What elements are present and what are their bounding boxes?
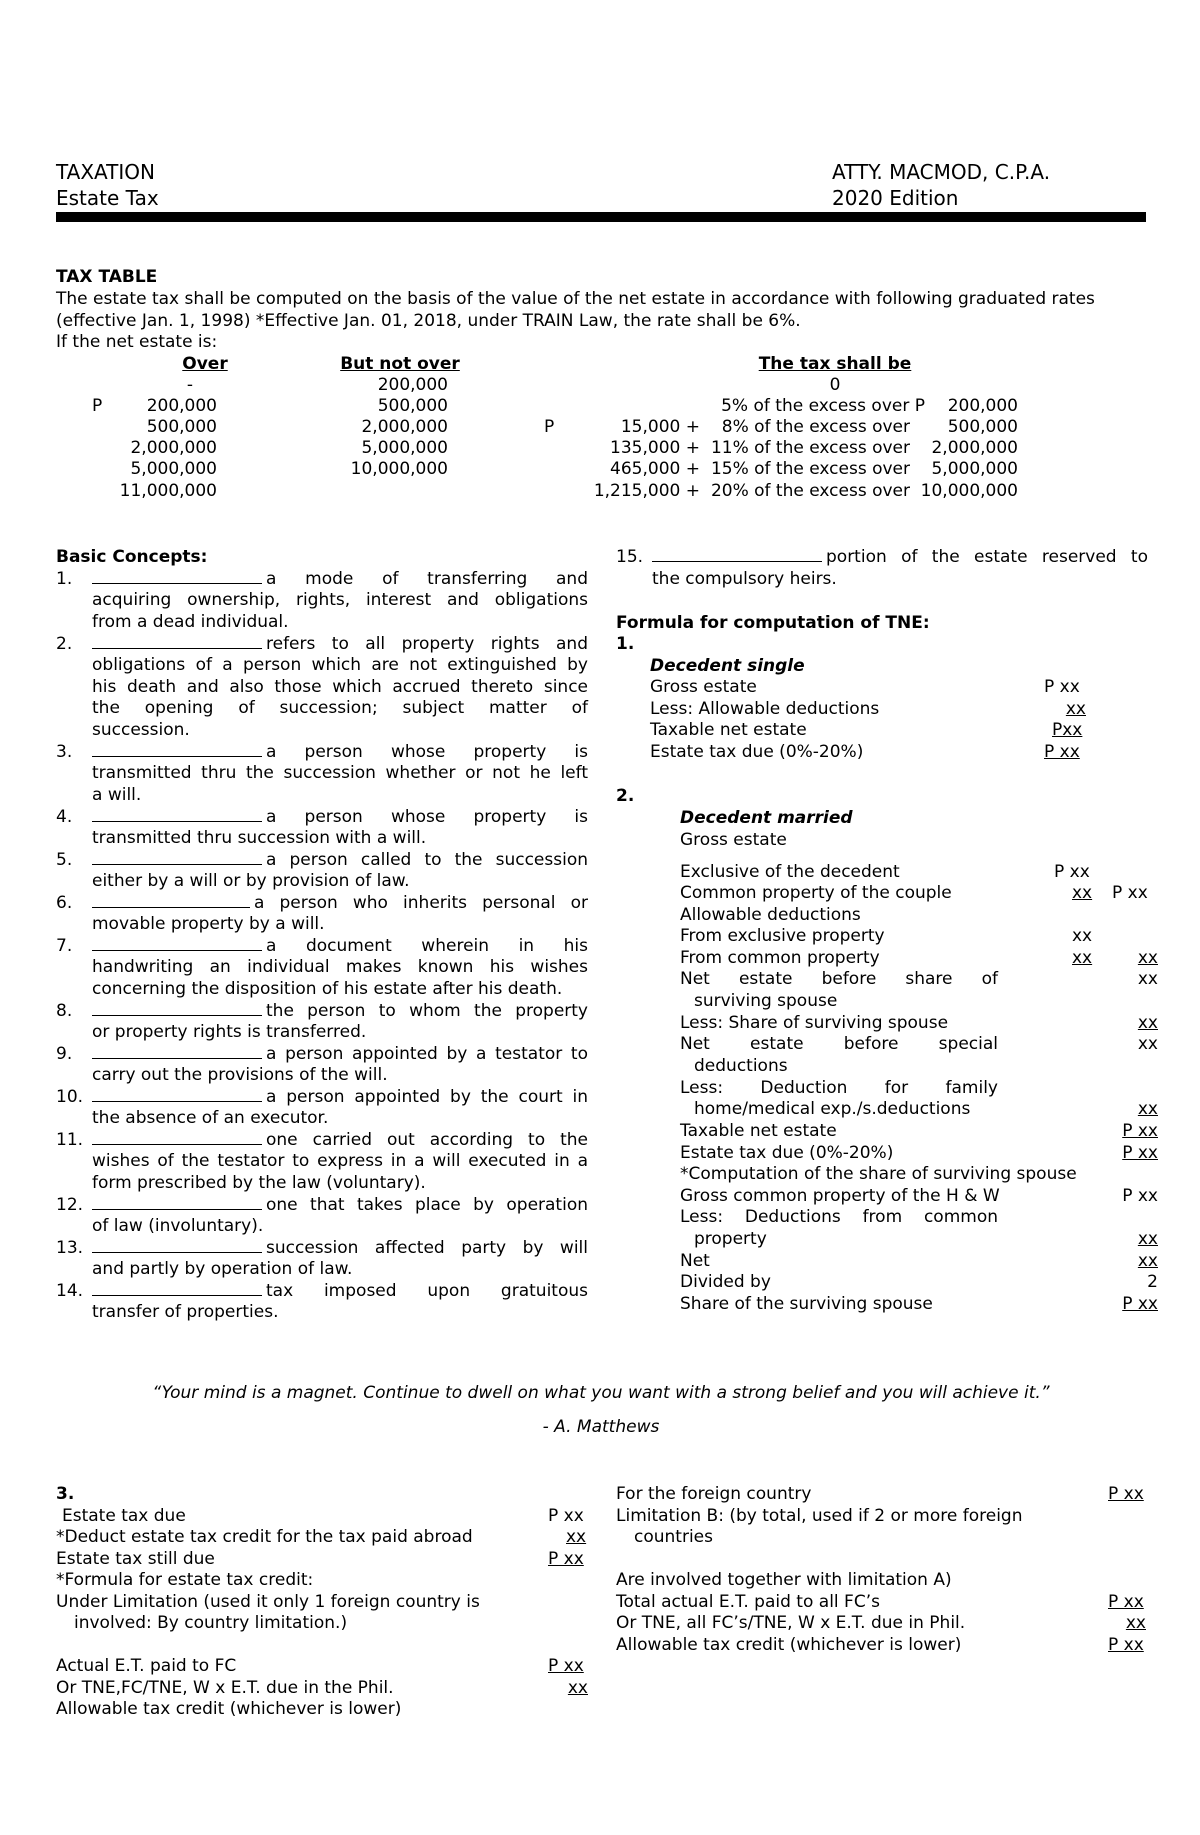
item-line: a mode of transferring and [92, 569, 588, 590]
married-label: Allowable deductions [680, 905, 861, 925]
single-label: Less: Allowable deductions [650, 699, 880, 719]
section3-amount: xx [567, 1678, 588, 1698]
answer-blank [92, 936, 262, 951]
section3-amount: P xx [1108, 1635, 1144, 1655]
answer-blank [652, 547, 822, 562]
married-total: P xx [1122, 1294, 1158, 1314]
item-line: transmitted thru the succession whether or not he left [92, 763, 588, 783]
row-rate: 20% of the excess over [710, 481, 910, 501]
item-line: one that takes place by operation [92, 1195, 588, 1216]
item-line: of law (involuntary). [92, 1216, 264, 1236]
married-label: Less: Deduction for family [680, 1078, 998, 1098]
item-number: 14. [56, 1281, 84, 1301]
answer-blank [92, 1087, 262, 1102]
item-line: a person who inherits personal or [92, 893, 588, 914]
section3-number: 3. [56, 1484, 75, 1504]
item-line: one carried out according to the [92, 1130, 588, 1151]
col-notover: But not over [340, 354, 460, 374]
married-label: deductions [694, 1056, 788, 1076]
section3-label: Allowable tax credit (whichever is lower) [616, 1635, 962, 1655]
item-line: form prescribed by the law (voluntary). [92, 1173, 426, 1193]
item-line: refers to all property rights and [92, 634, 588, 655]
item-line: or property rights is transferred. [92, 1022, 367, 1042]
item-line: transfer of properties. [92, 1302, 279, 1322]
section3-label: Or TNE, all FC’s/TNE, W x E.T. due in Phil. [616, 1613, 966, 1633]
answer-blank [92, 807, 262, 822]
married-total: P xx [1122, 1186, 1158, 1206]
married-label: Net estate before share of [680, 969, 998, 989]
row-notover: 200,000 [377, 375, 448, 395]
section3-label: countries [634, 1527, 713, 1547]
formula-number-2: 2. [616, 786, 635, 806]
married-total: P xx [1112, 883, 1148, 903]
row-excess: 5,000,000 [931, 459, 1018, 479]
row-excess: 200,000 [947, 396, 1018, 416]
row-over: 11,000,000 [119, 481, 217, 501]
married-total: xx [1137, 1034, 1158, 1054]
item-line: either by a will or by provision of law. [92, 871, 410, 891]
decedent-married-title: Decedent married [680, 808, 853, 828]
married-note: *Computation of the share of surviving spouse [680, 1164, 1077, 1184]
row-rate: 5% of the excess over P [721, 396, 925, 416]
section3-amount: xx [566, 1527, 587, 1547]
item-number: 10. [56, 1087, 84, 1107]
header-rule [56, 212, 1146, 222]
peso-sign: P [92, 396, 103, 416]
answer-blank [92, 742, 262, 757]
item-number: 13. [56, 1238, 84, 1258]
row-notover: 500,000 [377, 396, 448, 416]
row-rate: 15% of the excess over [710, 459, 910, 479]
row-over: 200,000 [146, 396, 217, 416]
item-line: a person whose property is [92, 742, 588, 763]
header-right-line2: 2020 Edition [832, 186, 959, 210]
row-over: - [186, 375, 194, 395]
single-amount: xx [1065, 699, 1086, 719]
answer-blank [92, 850, 262, 865]
section3-label: *Formula for estate tax credit: [56, 1570, 314, 1590]
item-number: 5. [56, 850, 73, 870]
section3-label: Estate tax still due [56, 1549, 215, 1569]
tax-table-intro-2: (effective Jan. 1, 1998) *Effective Jan. 01, 2018, under TRAIN Law, the rate shall be 6%. [56, 311, 801, 331]
section3-label: Actual E.T. paid to FC [56, 1656, 237, 1676]
item-line: tax imposed upon gratuitous [92, 1281, 588, 1302]
married-label: Divided by [680, 1272, 771, 1292]
row-notover: 10,000,000 [350, 459, 448, 479]
answer-blank [92, 893, 250, 908]
row-over: 500,000 [146, 417, 217, 437]
item-number: 4. [56, 807, 73, 827]
item-line: concerning the disposition of his estate after his death. [92, 979, 563, 999]
answer-blank [92, 1281, 262, 1296]
col-over: Over [182, 354, 228, 374]
section3-amount: P xx [548, 1549, 584, 1569]
answer-blank [92, 1130, 262, 1145]
item-line: a person called to the succession [92, 850, 588, 871]
item-number: 1. [56, 569, 73, 589]
section3-amount: xx [1125, 1613, 1146, 1633]
single-amount: P xx [1044, 742, 1080, 762]
header-left-line2: Estate Tax [56, 186, 159, 210]
section3-label: Are involved together with limitation A) [616, 1570, 952, 1590]
item-number: 12. [56, 1195, 84, 1215]
item-line: wishes of the testator to express in a will executed in a [92, 1151, 588, 1171]
item-line: a person appointed by a testator to [92, 1044, 588, 1065]
married-label: From common property [680, 948, 880, 968]
married-total: xx [1137, 948, 1158, 968]
formula-number-1: 1. [616, 634, 635, 654]
married-total: xx [1137, 1251, 1158, 1271]
item-line: acquiring ownership, rights, interest and obligations [92, 590, 588, 610]
married-label: From exclusive property [680, 926, 885, 946]
item-number: 11. [56, 1130, 84, 1150]
married-label: Exclusive of the decedent [680, 862, 900, 882]
item-number: 9. [56, 1044, 73, 1064]
married-label: Gross common property of the H & W [680, 1186, 1000, 1206]
married-label: surviving spouse [694, 991, 838, 1011]
row-excess: 10,000,000 [920, 481, 1018, 501]
header-right-line1: ATTY. MACMOD, C.P.A. [832, 160, 1051, 184]
item-line: the person to whom the property [92, 1001, 588, 1022]
item-line: his death and also those which accrued thereto since [92, 677, 588, 697]
row-rate: 11% of the excess over [710, 438, 910, 458]
married-amount: xx [1072, 883, 1093, 903]
section3-label: For the foreign country [616, 1484, 812, 1504]
answer-blank [92, 1195, 262, 1210]
married-amount: P xx [1054, 862, 1090, 882]
item-line: portion of the estate reserved to [652, 547, 1148, 568]
item-line: from a dead individual. [92, 612, 289, 632]
section3-label: Allowable tax credit (whichever is lower) [56, 1699, 402, 1719]
single-label: Estate tax due (0%-20%) [650, 742, 864, 762]
item-number: 7. [56, 936, 73, 956]
row-notover: 5,000,000 [361, 438, 448, 458]
row-rate: 8% of the excess over [721, 417, 910, 437]
married-label: Less: Deductions from common [680, 1207, 998, 1227]
formula-title: Formula for computation of TNE: [616, 613, 930, 633]
row-base: 1,215,000 + [593, 481, 700, 501]
row-base: 465,000 + [610, 459, 700, 479]
answer-blank [92, 1044, 262, 1059]
married-total: 2 [1147, 1272, 1158, 1292]
row-over: 5,000,000 [130, 459, 217, 479]
married-total: P xx [1122, 1121, 1158, 1141]
item-line: succession. [92, 720, 190, 740]
section3-amount: P xx [548, 1506, 584, 1526]
married-label: property [694, 1229, 767, 1249]
item-line: a person appointed by the court in [92, 1087, 588, 1108]
married-label: Common property of the couple [680, 883, 952, 903]
col-tax: The tax shall be [758, 354, 912, 374]
item-line: succession affected party by will [92, 1238, 588, 1259]
row-excess: 500,000 [947, 417, 1018, 437]
married-total: xx [1137, 1099, 1158, 1119]
single-label: Gross estate [650, 677, 757, 697]
married-amount: xx [1072, 948, 1093, 968]
item-line: a will. [92, 785, 142, 805]
section3-label: Under Limitation (used it only 1 foreign country is [56, 1592, 480, 1612]
answer-blank [92, 569, 262, 584]
married-total: xx [1137, 1229, 1158, 1249]
married-label: Net [680, 1251, 710, 1271]
item-line: handwriting an individual makes known his wishes [92, 957, 588, 977]
row-base: 15,000 + [620, 417, 700, 437]
item-line: the absence of an executor. [92, 1108, 329, 1128]
section3-label: Limitation B: (by total, used if 2 or more foreign [616, 1506, 1023, 1526]
item-line: a document wherein in his [92, 936, 588, 957]
tax-table-title: TAX TABLE [56, 267, 158, 287]
tax-table-intro-3: If the net estate is: [56, 332, 218, 352]
quote-author: - A. Matthews [542, 1417, 660, 1437]
row-rate: 0 [829, 375, 841, 395]
row-over: 2,000,000 [130, 438, 217, 458]
answer-blank [92, 1001, 262, 1016]
married-label: Estate tax due (0%-20%) [680, 1143, 894, 1163]
basic-concepts-title: Basic Concepts: [56, 547, 208, 567]
item-line: the opening of succession; subject matter of [92, 698, 588, 718]
married-label: Share of the surviving spouse [680, 1294, 933, 1314]
item-number: 3. [56, 742, 73, 762]
item-line: carry out the provisions of the will. [92, 1065, 388, 1085]
decedent-single-title: Decedent single [650, 656, 805, 676]
married-label: Net estate before special [680, 1034, 998, 1054]
married-total: xx [1137, 1013, 1158, 1033]
married-label: Taxable net estate [680, 1121, 837, 1141]
answer-blank [92, 634, 262, 649]
section3-amount: P xx [1108, 1592, 1144, 1612]
item-line: obligations of a person which are not extinguished by [92, 655, 588, 675]
row-base: 135,000 + [610, 438, 700, 458]
single-label: Taxable net estate [650, 720, 807, 740]
item-line: a person whose property is [92, 807, 588, 828]
single-amount: P xx [1044, 677, 1080, 697]
item-number: 2. [56, 634, 73, 654]
peso-sign: P [544, 417, 555, 437]
married-label: Less: Share of surviving spouse [680, 1013, 949, 1033]
item-line: the compulsory heirs. [652, 569, 837, 589]
married-amount: xx [1072, 926, 1093, 946]
married-total: P xx [1122, 1143, 1158, 1163]
item-number: 15. [616, 547, 644, 567]
header-left-line1: TAXATION [56, 160, 155, 184]
section3-label: Total actual E.T. paid to all FC’s [616, 1592, 880, 1612]
answer-blank [92, 1238, 262, 1253]
quote-text: “Your mind is a magnet. Continue to dwell on what you want with a strong belief and you will achieve it.” [152, 1383, 1050, 1403]
married-total: xx [1137, 969, 1158, 989]
married-gross-estate: Gross estate [680, 830, 787, 850]
single-amount: Pxx [1052, 720, 1083, 740]
section3-label: involved: By country limitation.) [74, 1613, 348, 1633]
item-line: transmitted thru succession with a will. [92, 828, 427, 848]
item-line: and partly by operation of law. [92, 1259, 353, 1279]
tax-table-intro-1: The estate tax shall be computed on the basis of the value of the net estate in accordance with following graduated rates [56, 289, 1095, 309]
section3-label: *Deduct estate tax credit for the tax paid abroad [56, 1527, 473, 1547]
section3-amount: P xx [548, 1656, 584, 1676]
section3-amount: P xx [1108, 1484, 1144, 1504]
married-label: home/medical exp./s.deductions [694, 1099, 971, 1119]
row-notover: 2,000,000 [361, 417, 448, 437]
item-number: 8. [56, 1001, 73, 1021]
item-line: movable property by a will. [92, 914, 325, 934]
section3-label: Estate tax due [62, 1506, 186, 1526]
section3-label: Or TNE,FC/TNE, W x E.T. due in the Phil. [56, 1678, 394, 1698]
item-number: 6. [56, 893, 73, 913]
row-excess: 2,000,000 [931, 438, 1018, 458]
